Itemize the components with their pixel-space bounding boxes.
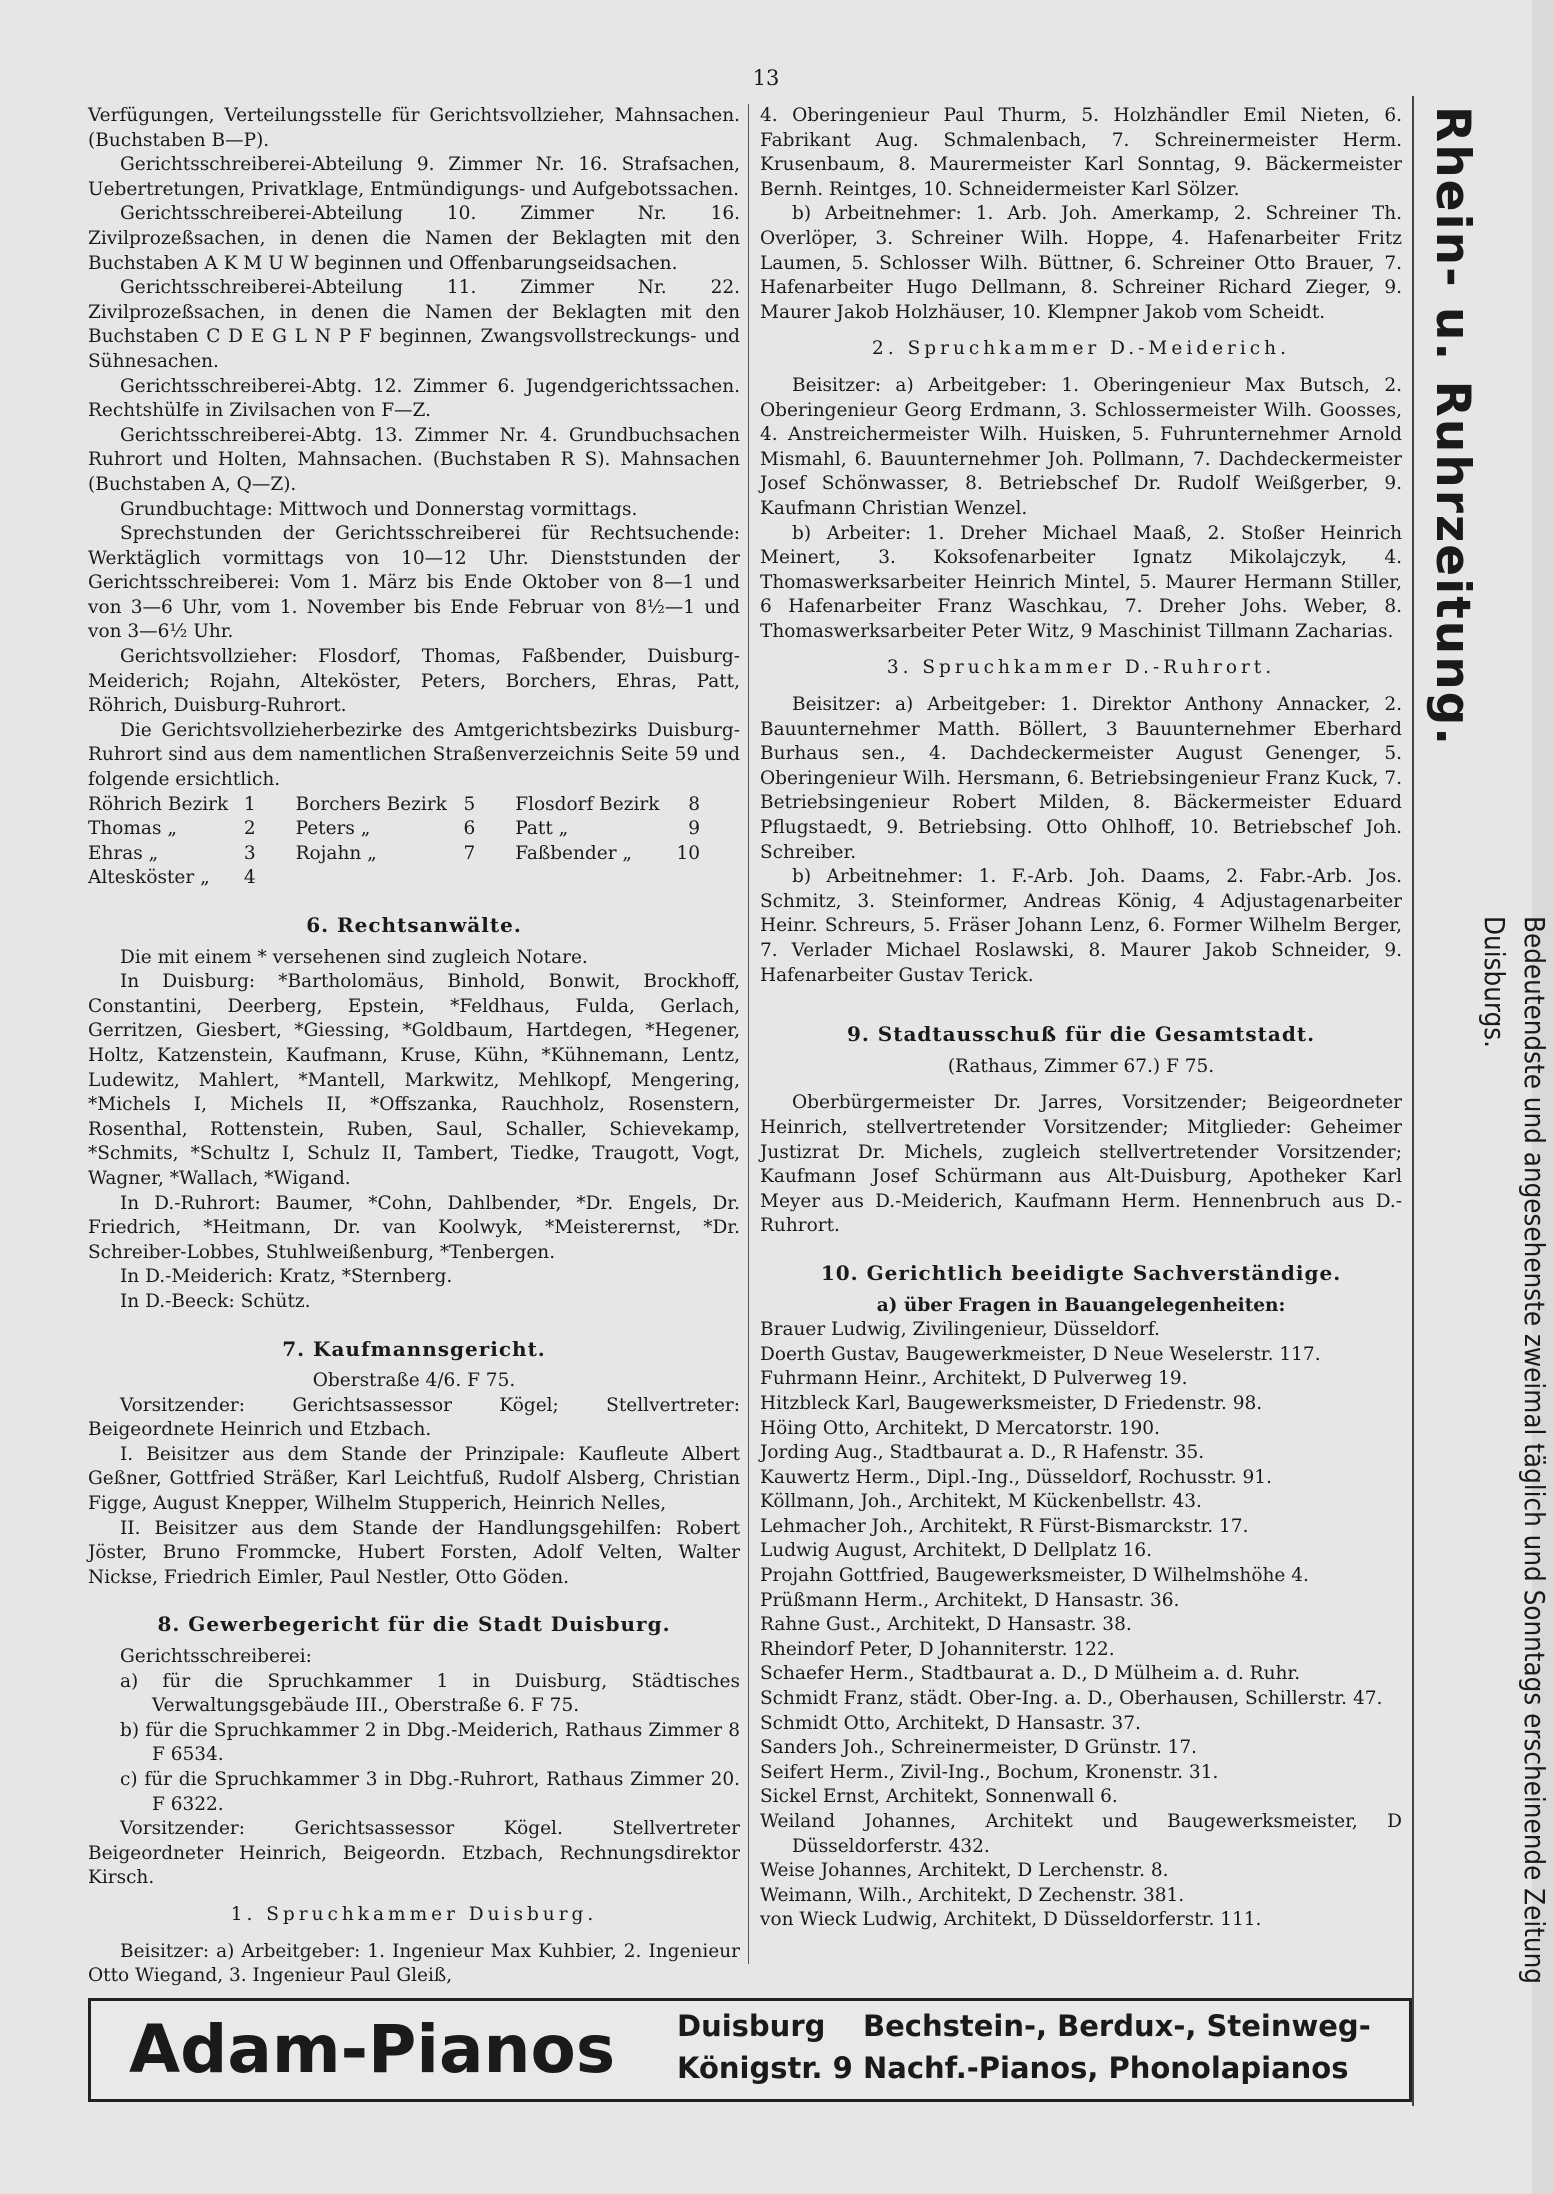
paragraph: Grundbuchtage: Mittwoch und Donnerstag vormittags. [120,498,638,520]
table-cell [459,866,515,891]
list-item: Rheindorf Peter, D Johanniterstr. 122. [760,1638,1115,1660]
paragraph: Verfügungen, Verteilungsstelle für Gerichtsvollzieher, Mahnsachen. (Buchstaben B—P). [88,105,740,151]
paragraph: b) Arbeitnehmer: 1. Arb. Joh. Amerkamp, 2. Schreiner Th. Overlöper, 3. Schreiner Wilh. Hoppe, 4. Hafenarbeiter Fritz Laumen, 5. Schlosser Wilh. Büttner, 6. Schreiner Otto Brauer, 7. Hafenarbeiter Hugo Dellmann, 8. Schreiner Richard Zieger, 9. Maurer Jakob Holzhäuser, 10. Klempner Jakob vom Scheidt. [760,203,1402,323]
list-item: Weiland Johannes, Architekt und Baugewerksmeister, D Düsseldorferstr. 432. [760,1811,1402,1857]
table-cell [296,866,460,891]
paragraph: Gerichtsschreiberei-Abtg. 13. Zimmer Nr. 4. Grundbuchsachen Ruhrort und Holten, Mahnsachen. (Buchstaben R S). Mahnsachen (Buchstaben A, Q—Z). [88,424,740,495]
list-item: Jording Aug., Stadtbaurat a. D., R Hafenstr. 35. [760,1442,1205,1464]
list-item: von Wieck Ludwig, Architekt, D Düsseldorferstr. 111. [760,1909,1262,1931]
paragraph: b) für die Spruchkammer 2 in Dbg.-Meiderich, Rathaus Zimmer 8 F 6534. [120,1719,740,1766]
table-row [88,793,740,818]
paragraph: Gerichtsvollzieher: Flosdorf, Thomas, Faßbender, Duisburg-Meiderich; Rojahn, Alteköster, Peters, Borchers, Ehras, Patt, Röhrich, Duisburg-Ruhrort. [88,646,740,717]
table-cell: 1 [243,793,256,815]
table-row [88,866,740,891]
address-line: Oberstraße 4/6. F 75. [312,1370,516,1392]
table-cell: 3 [243,842,256,864]
list-item: Fuhrmann Heinr., Architekt, D Pulverweg 19. [760,1368,1188,1390]
paragraph: Die mit einem * versehenen sind zugleich Notare. [120,946,588,968]
paragraph: Oberbürgermeister Dr. Jarres, Vorsitzender; Beigeordneter Heinrich, stellvertretender Vorsitzender; Mitglieder: Geheimer Justizrat Dr. Michels, zugleich stellvertretender Vorsitzender; Kaufmann Josef Schürmann aus Alt-Duisburg, Apotheker Karl Meyer aus D.-Meiderich, Kaufmann Herm. Hennenbruch aus D.-Ruhrort. [760,1092,1402,1237]
list-item: Höing Otto, Architekt, D Mercatorstr. 190. [760,1417,1160,1439]
paragraph: I. Beisitzer aus dem Stande der Prinzipale: Kaufleute Albert Geßner, Gottfried Sträßer, Karl Leichtfuß, Rudolf Alsberg, Christian Figge, August Knepper, Wilhelm Stupperich, Heinrich Nelles, [88,1443,740,1515]
list-item: Seifert Herm., Zivil-Ing., Bochum, Kronenstr. 31. [760,1761,1219,1783]
table-cell: Ehras „ [88,842,159,864]
section-heading-7: 7. Kaufmannsgericht. [282,1336,546,1361]
paragraph: Beisitzer: a) Arbeitgeber: 1. Ingenieur Max Kuhbier, 2. Ingenieur Otto Wiegand, 3. Ingenieur Paul Gleiß, [88,1940,740,1987]
paragraph: Vorsitzender: Gerichtsassessor Kögel; Stellvertreter: Beigeordnete Heinrich und Etzbach. [88,1394,740,1441]
address-line: (Rathaus, Zimmer 67.) F 75. [947,1055,1215,1077]
list-item: Köllmann, Joh., Architekt, M Kückenbellstr. 43. [760,1491,1202,1513]
paragraph: Gerichtsschreiberei-Abtg. 12. Zimmer 6. Jugendgerichtssachen. Rechtshülfe in Zivilsachen von F—Z. [88,375,740,422]
paragraph: Gerichtsschreiberei-Abteilung 9. Zimmer Nr. 16. Strafsachen, Uebertretungen, Privatklage, Entmündigungs- und Aufgebotssachen. [88,154,740,200]
right-column [760,104,1402,1933]
table-cell: 6 [463,818,476,840]
column-divider [748,104,749,1964]
section-heading-10: 10. Gerichtlich beeidigte Sachverständige. [820,1260,1342,1285]
subsection-title: 3. Spruchkammer D.-Ruhrort. [886,657,1276,679]
section-heading-6: 6. Rechtsanwälte. [306,913,522,937]
table-cell: Rojahn „ [295,842,377,864]
ad-street: Königstr. 9 [677,2051,853,2085]
table-cell: 4 [243,867,256,889]
experts-list [760,1318,1402,1933]
list-item: Kauwertz Herm., Dipl.-Ing., Düsseldorf, Rochusstr. 91. [760,1466,1272,1488]
piano-advertisement [88,1998,1412,2102]
list-item: Schaefer Herm., Stadtbaurat a. D., D Mülheim a. d. Ruhr. [760,1663,1301,1685]
table-cell: 2 [243,818,256,840]
table-cell: Röhrich Bezirk [88,793,229,815]
table-row [88,817,740,842]
paragraph: b) Arbeiter: 1. Dreher Michael Maaß, 2. Stoßer Heinrich Meinert, 3. Koksofenarbeiter Ignatz Mikolajczyk, 4. Thomaswerksarbeiter Heinrich Mintel, 5. Maurer Hermann Stiller, 6 Hafenarbeiter Franz Waschkau, 7. Dreher Johs. Weber, 8. Thomaswerksarbeiter Peter Witz, 9 Maschinist Tillmann Zacharias. [760,522,1402,642]
paragraph: Beisitzer: a) Arbeitgeber: 1. Direktor Anthony Annacker, 2. Bauunternehmer Matth. Böllert, 3 Bauunternehmer Eberhard Burhaus sen., 4. Dachdeckermeister August Genenger, 5. Oberingenieur Wilh. Hersmann, 6. Betriebsingenieur Franz Kuck, 7. Betriebsingenieur Robert Milden, 8. Bäckermeister Eduard Pflugstaedt, 9. Betriebsing. Otto Ohlhoff, 10. Betriebschef Joh. Schreiber. [760,694,1402,863]
ad-city: Duisburg [677,2009,826,2043]
table-cell: Borchers Bezirk [295,793,447,815]
sidebar-subtitle: Bedeutendste und angesehenste zweimal täglich und Sonntags erscheinende Zeitung Duisburgs. [1478,916,1550,1985]
subsection-title: 2. Spruchkammer D.-Meiderich. [872,338,1290,360]
paragraph: Gerichtsschreiberei-Abteilung 11. Zimmer Nr. 22. Zivilprozeßsachen, in denen die Namen der Beklagten mit den Buchstaben C D E G L N P F beginnen, Zwangsvollstreckungs- und Sühnesachen. [88,277,740,372]
list-item: Projahn Gottfried, Baugewerksmeister, D Wilhelmshöhe 4. [760,1565,1309,1587]
list-item: Hitzbleck Karl, Baugewerksmeister, D Friedenstr. 98. [760,1392,1263,1414]
ad-brands-line-1: Bechstein-, Berdux-, Steinweg- [863,2009,1371,2043]
table-cell: Flosdorf Bezirk [515,793,660,815]
table-cell: 5 [463,793,476,815]
paragraph: In D.-Meiderich: Kratz, *Sternberg. [120,1266,453,1288]
paragraph: b) Arbeitnehmer: 1. F.-Arb. Joh. Daams, 2. Fabr.-Arb. Jos. Schmitz, 3. Steinformer, Andreas König, 4 Adjustagenarbeiter Heinr. Schreurs, 5. Fräser Johann Lenz, 6. Former Wilhelm Berger, 7. Verlader Michael Roslawski, 8. Maurer Jakob Schneider, 9. Hafenarbeiter Gustav Terick. [760,866,1402,986]
list-item: Lehmacher Joh., Architekt, R Fürst-Bismarckstr. 17. [760,1515,1249,1537]
paragraph: Gerichtsschreiberei-Abteilung 10. Zimmer Nr. 16. Zivilprozeßsachen, in denen die Namen der Beklagten mit den Buchstaben A K M U W beginnen und Offenbarungseidsachen. [88,203,740,274]
paragraph: In D.-Beeck: Schütz. [120,1290,311,1312]
paragraph: II. Beisitzer aus dem Stande der Handlungsgehilfen: Robert Jöster, Bruno Frommcke, Hubert Forsten, Adolf Velten, Walter Nickse, Friedrich Eimler, Paul Nestler, Otto Göden. [88,1517,740,1588]
paragraph: Sprechstunden der Gerichtsschreiberei für Rechtsuchende: Werktäglich vormittags von 10—12 Uhr. Dienststunden der Gerichtsschreiberei: Vom 1. März bis Ende Oktober von 8—1 und von 3—6 Uhr, vom 1. November bis Ende Februar von 8½—1 und von 3—6½ Uhr. [88,523,740,643]
list-item: Doerth Gustav, Baugewerkmeister, D Neue Weselerstr. 117. [760,1343,1321,1365]
list-item: Brauer Ludwig, Zivilingenieur, Düsseldorf. [760,1319,1160,1341]
paragraph: In D.-Ruhrort: Baumer, *Cohn, Dahlbender, *Dr. Engels, Dr. Friedrich, *Heitmann, Dr. van Koolwyk, *Meisterernst, *Dr. Schreiber-Lobbes, Stuhlweißenburg, *Tenbergen. [88,1192,740,1263]
list-item: Weise Johannes, Architekt, D Lerchenstr. 8. [760,1860,1169,1882]
list-item: Ludwig August, Architekt, D Dellplatz 16. [760,1540,1153,1562]
list-item: Prüßmann Herm., Architekt, D Hansastr. 36. [760,1589,1180,1611]
paragraph: c) für die Spruchkammer 3 in Dbg.-Ruhrort, Rathaus Zimmer 20. F 6322. [120,1769,740,1815]
table-cell: 8 [688,793,700,815]
paragraph: 4. Oberingenieur Paul Thurm, 5. Holzhändler Emil Nieten, 6. Fabrikant Aug. Schmalenbach, 7. Schreinermeister Herm. Krusenbaum, 8. Maurermeister Karl Sonntag, 9. Bäckermeister Bernh. Reintges, 10. Schneidermeister Karl Sölzer. [760,105,1402,200]
paragraph: Beisitzer: a) Arbeitgeber: 1. Oberingenieur Max Butsch, 2. Oberingenieur Georg Erdmann, 3. Schlossermeister Wilh. Goosses, 4. Anstreichermeister Wilh. Huisken, 5. Fuhrunternehmer Arnold Mismahl, 6. Bauunternehmer Joh. Pollmann, 7. Dachdeckermeister Josef Schönwasser, 8. Betriebschef Dr. Rudolf Weißgerber, 9. Kaufmann Christian Wenzel. [760,374,1402,519]
list-item: Sanders Joh., Schreinermeister, D Grünstr. 17. [760,1737,1198,1759]
paragraph: Die Gerichtsvollzieherbezirke des Amtgerichtsbezirks Duisburg-Ruhrort sind aus dem namentlichen Straßenverzeichnis Seite 59 und folgende ersichtlich. [88,719,740,791]
sidebar-title: Rhein- u. Ruhrzeitung. [1425,106,1480,748]
table-cell: Peters „ [295,818,371,840]
section-heading-8: 8. Gewerbegericht für die Stadt Duisburg. [157,1612,671,1637]
table-cell: 9 [688,818,700,840]
table-cell: Altesköster „ [88,867,210,889]
paragraph: a) für die Spruchkammer 1 in Duisburg, Städtisches Verwaltungsgebäude III., Oberstraße 6. F 75. [120,1670,740,1717]
list-item: Rahne Gust., Architekt, D Hansastr. 38. [760,1614,1132,1636]
table-cell: Faßbender „ [515,842,633,864]
list-item: Sickel Ernst, Architekt, Sonnenwall 6. [760,1786,1118,1808]
table-cell [515,866,671,891]
table-cell: 10 [676,842,700,864]
bailiff-districts-table [88,793,740,891]
table-cell: Thomas „ [88,818,177,840]
paragraph: In Duisburg: *Bartholomäus, Binhold, Bonwit, Brockhoff, Constantini, Deerberg, Epstein, *Feldhaus, Fulda, Gerlach, Gerritzen, Giesbert, *Giessing, *Goldbaum, Hartdegen, *Hegener, Holtz, Katzenstein, Kaufmann, Kruse, Kühn, *Kühnemann, Lentz, Ludewitz, Mahlert, *Mantell, Markwitz, Mehlkopf, Mengering, *Michels I, Michels II, *Offszanka, Rauchholz, Rosenstern, Rosenthal, Rottenstein, Ruben, Saul, Schaller, Schievekamp, *Schmits, *Schultz I, Schulz II, Tambert, Tiedke, Traugott, Vogt, Wagner, *Wallach, *Wigand. [88,971,740,1189]
paragraph: Vorsitzender: Gerichtsassessor Kögel. Stellvertreter Beigeordneter Heinrich, Beigeordn. Etzbach, Rechnungsdirektor Kirsch. [88,1818,740,1889]
list-item: Schmidt Otto, Architekt, D Hansastr. 37. [760,1712,1141,1734]
table-cell [671,866,740,891]
table-cell: Patt „ [515,818,569,840]
ad-brands-line-2: Nachf.-Pianos, Phonolapianos [863,2051,1349,2085]
table-row [88,842,740,867]
list-item: Weimann, Wilh., Architekt, D Zechenstr. 381. [760,1884,1185,1906]
newspaper-sidebar [1412,96,1550,2106]
subsection-title: a) über Fragen in Bauangelegenheiten: [876,1294,1286,1316]
left-column [88,104,740,1989]
table-cell: 7 [463,842,476,864]
section-heading-9: 9. Stadtausschuß für die Gesamtstadt. [846,1022,1316,1047]
paragraph: Gerichtsschreiberei: [120,1646,312,1668]
subsection-title: 1. Spruchkammer Duisburg. [230,1903,598,1925]
ad-company-name: Adam-Pianos [129,2011,616,2088]
list-item: Schmidt Franz, städt. Ober-Ing. a. D., Oberhausen, Schillerstr. 47. [760,1688,1383,1710]
page-number: 13 [752,66,780,90]
